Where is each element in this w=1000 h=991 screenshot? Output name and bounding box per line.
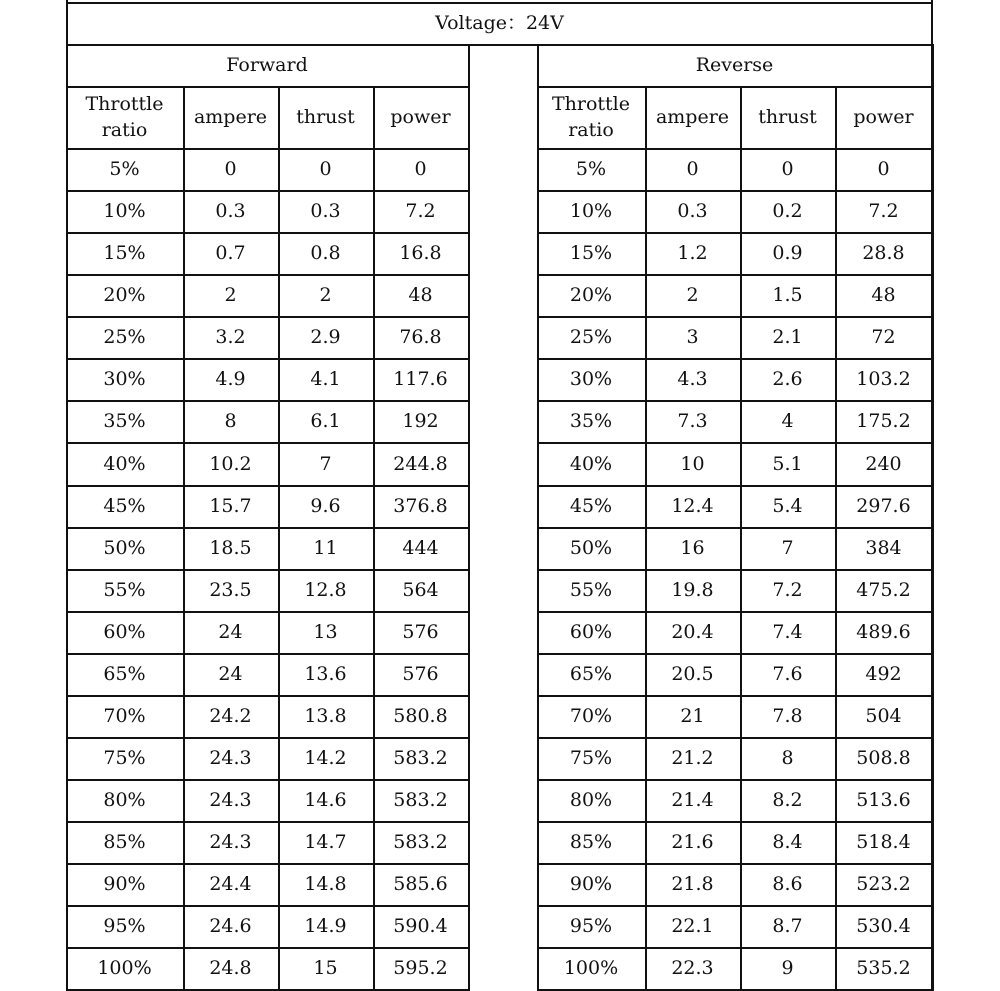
reverse-table-cell: 100% [563, 957, 619, 980]
reverse-table-cell: 21.6 [671, 831, 714, 854]
forward-table-cell: 0.3 [215, 200, 246, 223]
forward-table-cell: 40% [103, 452, 146, 475]
reverse-table-cell: 35% [569, 410, 613, 433]
reverse-table-cell: 12.4 [671, 494, 714, 517]
reverse-table-cell: 21.2 [671, 747, 714, 769]
forward-table-cell: 2 [224, 284, 237, 307]
forward-table-cell: 13.6 [304, 662, 347, 685]
reverse-section-label: Reverse [695, 54, 774, 76]
reverse-table-cell: 10 [680, 452, 705, 475]
forward-table-cell: 0 [414, 158, 427, 181]
reverse-table-cell: 5% [575, 158, 607, 181]
reverse-column-header: thrust [758, 106, 817, 128]
reverse-table-cell: 48 [871, 284, 896, 307]
reverse-table-cell: 55% [569, 578, 613, 601]
forward-table-cell: 76.8 [399, 326, 442, 349]
forward-table-cell: 48 [408, 284, 433, 307]
reverse-table-cell: 3 [686, 326, 699, 349]
reverse-table-cell: 7.3 [677, 410, 708, 433]
forward-table-cell: 80% [103, 789, 146, 812]
reverse-table-cell: 21.8 [671, 873, 714, 896]
forward-table-cell: 55% [103, 578, 146, 601]
reverse-table-cell: 0 [781, 158, 794, 181]
forward-table-cell: 4.9 [215, 368, 246, 391]
reverse-table-cell: 7.6 [772, 662, 803, 685]
forward-table-cell: 192 [402, 410, 439, 433]
forward-table-cell: 24.3 [209, 789, 252, 812]
forward-table-cell: 100% [97, 957, 152, 980]
reverse-table-cell: 297.6 [856, 494, 911, 517]
forward-table-cell: 444 [402, 536, 439, 559]
forward-table-cell: 24.4 [209, 873, 252, 896]
forward-table-cell: 16.8 [399, 242, 442, 265]
reverse-table-cell: 0 [686, 158, 699, 181]
forward-table-cell: 564 [402, 578, 439, 601]
forward-column-header: ampere [193, 106, 268, 128]
reverse-table-cell: 70% [569, 704, 613, 727]
forward-table-cell: 583.2 [393, 789, 448, 812]
reverse-table-cell: 2.6 [772, 368, 803, 391]
reverse-table-cell: 21 [680, 704, 705, 727]
forward-column-header: power [390, 106, 451, 128]
reverse-table-cell: 28.8 [862, 242, 905, 265]
forward-table-cell: 60% [103, 620, 146, 643]
forward-table-cell: 583.2 [393, 747, 448, 769]
forward-table-cell: 24 [218, 662, 243, 685]
forward-table-cell: 590.4 [393, 915, 448, 938]
reverse-table-cell: 9 [781, 957, 794, 980]
reverse-table-cell: 2.1 [772, 326, 803, 349]
reverse-table-cell: 8.4 [772, 831, 803, 854]
forward-table-cell: 30% [103, 368, 146, 391]
forward-table-cell: 10.2 [209, 452, 252, 475]
forward-table-cell: 95% [103, 915, 146, 938]
reverse-table-cell: 8.2 [772, 789, 803, 812]
forward-table-cell: 0 [224, 158, 237, 181]
reverse-table-cell: 16 [680, 536, 705, 559]
reverse-table-cell: 7.8 [772, 704, 803, 727]
reverse-table-cell: 240 [865, 452, 902, 475]
forward-table-cell: 585.6 [393, 873, 448, 896]
reverse-table-cell: 20.4 [671, 620, 714, 643]
reverse-table-cell: 0 [877, 158, 890, 181]
reverse-table-cell: 175.2 [856, 410, 911, 433]
reverse-table-cell: 530.4 [856, 915, 911, 938]
reverse-table-cell: 7.2 [868, 200, 899, 223]
reverse-table-cell: 7.4 [772, 620, 803, 643]
reverse-table-cell: 535.2 [856, 957, 911, 980]
reverse-table-cell: 22.1 [671, 915, 714, 938]
reverse-table-cell: 90% [569, 873, 613, 896]
table-title: Voltage：24V [435, 12, 564, 34]
reverse-table-cell: 8.6 [772, 873, 803, 896]
forward-table-cell: 85% [103, 831, 146, 854]
forward-table-cell: 376.8 [393, 494, 448, 517]
reverse-table-cell: 8 [781, 747, 794, 769]
reverse-table-cell: 72 [871, 326, 896, 349]
reverse-table-cell: 0.9 [772, 242, 803, 265]
reverse-table-cell: 492 [865, 662, 902, 685]
forward-table-cell: 14.2 [304, 747, 347, 769]
forward-table-cell: 25% [103, 326, 146, 349]
forward-table-cell: 24.3 [209, 831, 252, 854]
forward-table-cell: 0 [319, 158, 332, 181]
forward-table-cell: 35% [103, 410, 146, 433]
reverse-table-cell: 0.3 [677, 200, 708, 223]
reverse-table-cell: 1.2 [677, 242, 708, 265]
reverse-table-cell: 7 [781, 536, 794, 559]
forward-table-cell: 2 [319, 284, 332, 307]
reverse-table-cell: 60% [569, 620, 613, 643]
forward-table-cell: 15% [103, 242, 146, 265]
voltage-table [66, 0, 933, 990]
forward-table-cell: 65% [103, 662, 146, 685]
reverse-table-cell: 103.2 [856, 368, 911, 391]
reverse-table-cell: 384 [865, 536, 902, 559]
reverse-column-header: Throttle ratio [551, 93, 631, 141]
forward-table-cell: 10% [103, 200, 146, 223]
reverse-table-cell: 475.2 [856, 578, 911, 601]
forward-table-cell: 0.7 [215, 242, 246, 265]
reverse-table-cell: 75% [569, 747, 613, 769]
forward-table-cell: 6.1 [310, 410, 341, 433]
reverse-table-cell: 20.5 [671, 662, 714, 685]
forward-table-cell: 24 [218, 620, 243, 643]
reverse-table-cell: 4 [781, 410, 794, 433]
forward-table-cell: 0.8 [310, 242, 341, 265]
reverse-table-cell: 95% [569, 915, 613, 938]
reverse-table-cell: 513.6 [856, 789, 911, 812]
forward-table-cell: 90% [103, 873, 146, 896]
reverse-table-cell: 2 [686, 284, 699, 307]
reverse-table-cell: 25% [569, 326, 613, 349]
forward-table-cell: 15 [313, 957, 338, 980]
forward-table-cell: 583.2 [393, 831, 448, 854]
reverse-table-cell: 15% [569, 242, 613, 265]
forward-table-cell: 70% [103, 704, 146, 727]
reverse-table-cell: 50% [569, 536, 613, 559]
reverse-table-cell: 30% [569, 368, 613, 391]
forward-table-cell: 576 [402, 620, 439, 643]
forward-section-label: Forward [226, 54, 308, 76]
reverse-table-cell: 20% [569, 284, 613, 307]
forward-table-cell: 20% [103, 284, 146, 307]
reverse-table-cell: 21.4 [671, 789, 714, 812]
forward-table-cell: 576 [402, 662, 439, 685]
reverse-table-cell: 80% [569, 789, 613, 812]
forward-table-cell: 14.7 [304, 831, 347, 854]
forward-table-cell: 50% [103, 536, 146, 559]
forward-table-cell: 24.2 [209, 704, 252, 727]
reverse-table-cell: 19.8 [671, 578, 714, 601]
forward-table-cell: 15.7 [209, 494, 252, 517]
forward-table-cell: 75% [103, 747, 146, 769]
frame-top [66, 2, 933, 4]
reverse-table-cell: 5.4 [772, 494, 803, 517]
reverse-table-cell: 40% [569, 452, 613, 475]
reverse-table-cell: 489.6 [856, 620, 911, 643]
reverse-table-cell: 8.7 [772, 915, 803, 938]
forward-table-cell: 23.5 [209, 578, 252, 601]
reverse-table-cell: 5.1 [772, 452, 803, 475]
reverse-table-cell: 1.5 [772, 284, 803, 307]
forward-table-cell: 14.8 [304, 873, 347, 896]
forward-table-cell: 7 [319, 452, 332, 475]
forward-table-cell: 117.6 [393, 368, 448, 391]
reverse-table-cell: 523.2 [856, 873, 911, 896]
forward-table-cell: 5% [109, 158, 140, 181]
reverse-table-cell: 65% [569, 662, 613, 685]
forward-table-cell: 0.3 [310, 200, 341, 223]
forward-column-header: Throttle ratio [85, 93, 164, 141]
forward-table-cell: 2.9 [310, 326, 341, 349]
reverse-column-header: power [853, 106, 914, 128]
reverse-table-cell: 22.3 [671, 957, 714, 980]
forward-table-cell: 45% [103, 494, 146, 517]
reverse-table-cell: 0.2 [772, 200, 803, 223]
forward-table-cell: 7.2 [405, 200, 436, 223]
reverse-table-cell: 518.4 [856, 831, 911, 854]
reverse-table-cell: 504 [865, 704, 902, 727]
forward-table-cell: 13 [313, 620, 338, 643]
reverse-right-border [932, 44, 934, 990]
forward-table-cell: 580.8 [393, 704, 448, 727]
forward-table-cell: 11 [313, 536, 338, 559]
forward-table-cell: 8 [224, 410, 237, 433]
forward-table-cell: 24.6 [209, 915, 252, 938]
forward-right-border [468, 44, 470, 990]
forward-table-cell: 9.6 [310, 494, 341, 517]
reverse-table-cell: 508.8 [856, 747, 911, 769]
forward-table-cell: 13.8 [304, 704, 347, 727]
forward-table-cell: 3.2 [215, 326, 246, 349]
reverse-table-cell: 85% [569, 831, 613, 854]
forward-table-cell: 244.8 [393, 452, 448, 475]
reverse-table-cell: 7.2 [772, 578, 803, 601]
forward-table-cell: 12.8 [304, 578, 347, 601]
forward-table-cell: 24.3 [209, 747, 252, 769]
reverse-table-cell: 10% [569, 200, 613, 223]
reverse-table-cell: 4.3 [677, 368, 708, 391]
forward-table-cell: 24.8 [209, 957, 252, 980]
forward-table-cell: 14.9 [304, 915, 347, 938]
forward-table-cell: 14.6 [304, 789, 347, 812]
forward-table-cell: 595.2 [393, 957, 448, 980]
forward-column-header: thrust [296, 106, 355, 128]
forward-table-cell: 4.1 [310, 368, 341, 391]
forward-table-cell: 18.5 [209, 536, 252, 559]
reverse-column-header: ampere [655, 106, 730, 128]
reverse-table-cell: 45% [569, 494, 613, 517]
